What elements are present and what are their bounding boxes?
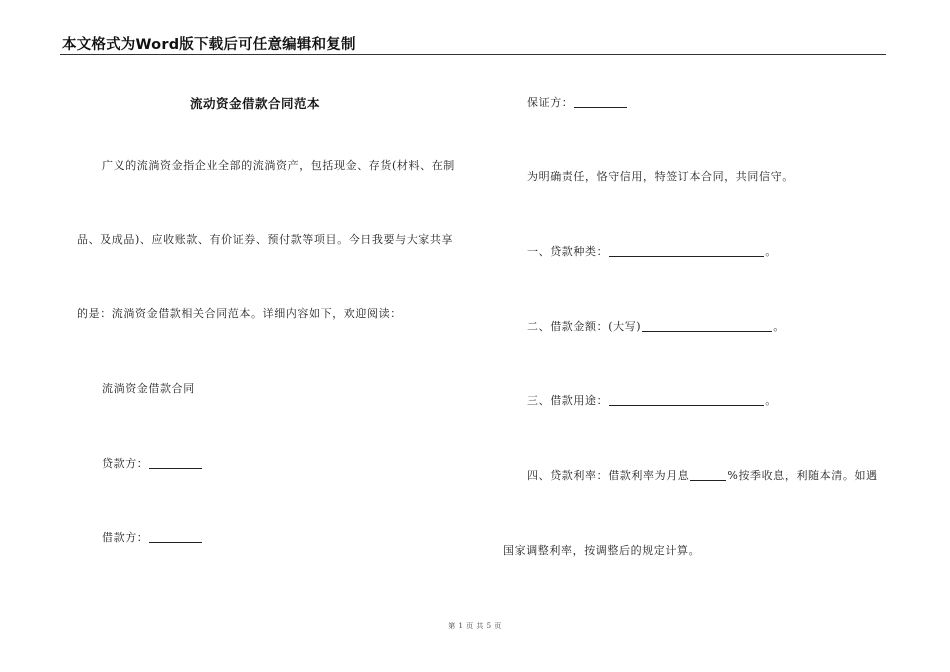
intro-line: 为明确责任，恪守信用，特签订本合同，共同信守。 bbox=[527, 170, 794, 183]
borrower-label: 借款方： bbox=[102, 531, 149, 544]
guarantor-label: 保证方： bbox=[527, 96, 574, 109]
clause-3-line bbox=[527, 392, 777, 408]
clause-1-label: 一、贷款种类： bbox=[527, 245, 609, 258]
clause-4-blank bbox=[690, 469, 726, 481]
clause-3-label: 三、借款用途： bbox=[527, 394, 609, 407]
clause-4-line bbox=[527, 467, 878, 483]
clause-3-blank bbox=[609, 394, 764, 406]
clause-2-label: 二、借款金额：(大写) bbox=[527, 320, 642, 333]
clause-4-continued: 国家调整利率，按调整后的规定计算。 bbox=[503, 544, 701, 557]
clause-4-rest: %按季收息，利随本清。如遇 bbox=[727, 469, 878, 482]
paragraph-line-2: 品、及成品)、应收账款、有价证券、预付款等项目。今日我要与大家共享 bbox=[77, 233, 454, 246]
lender-label: 贷款方： bbox=[102, 457, 149, 470]
guarantor-line bbox=[527, 94, 628, 110]
paragraph-line-3: 的是：流淌资金借款相关合同范本。详细内容如下，欢迎阅读： bbox=[77, 307, 402, 320]
clause-2-blank bbox=[642, 320, 772, 332]
clause-1-line bbox=[527, 243, 777, 259]
borrower-line bbox=[102, 529, 203, 545]
lender-line bbox=[102, 455, 203, 471]
clause-1-blank bbox=[609, 245, 764, 257]
clause-2-line bbox=[527, 318, 785, 334]
document-header: 本文格式为Word版下载后可任意编辑和复制 bbox=[62, 37, 356, 53]
paragraph-line-1: 广义的流淌资金指企业全部的流淌资产，包括现金、存货(材料、在制 bbox=[102, 159, 455, 172]
page-footer: 第 1 页 共 5 页 bbox=[448, 622, 502, 630]
header-rule bbox=[60, 54, 886, 55]
clause-3-end: 。 bbox=[765, 394, 777, 407]
clause-1-end: 。 bbox=[765, 245, 777, 258]
borrower-blank bbox=[149, 531, 202, 543]
document-title: 流动资金借款合同范本 bbox=[190, 96, 321, 111]
clause-4-label: 四、贷款利率：借款利率为月息 bbox=[527, 469, 690, 482]
lender-blank bbox=[149, 457, 202, 469]
clause-2-end: 。 bbox=[773, 320, 785, 333]
contract-name: 流淌资金借款合同 bbox=[102, 382, 195, 395]
guarantor-blank bbox=[574, 96, 627, 108]
